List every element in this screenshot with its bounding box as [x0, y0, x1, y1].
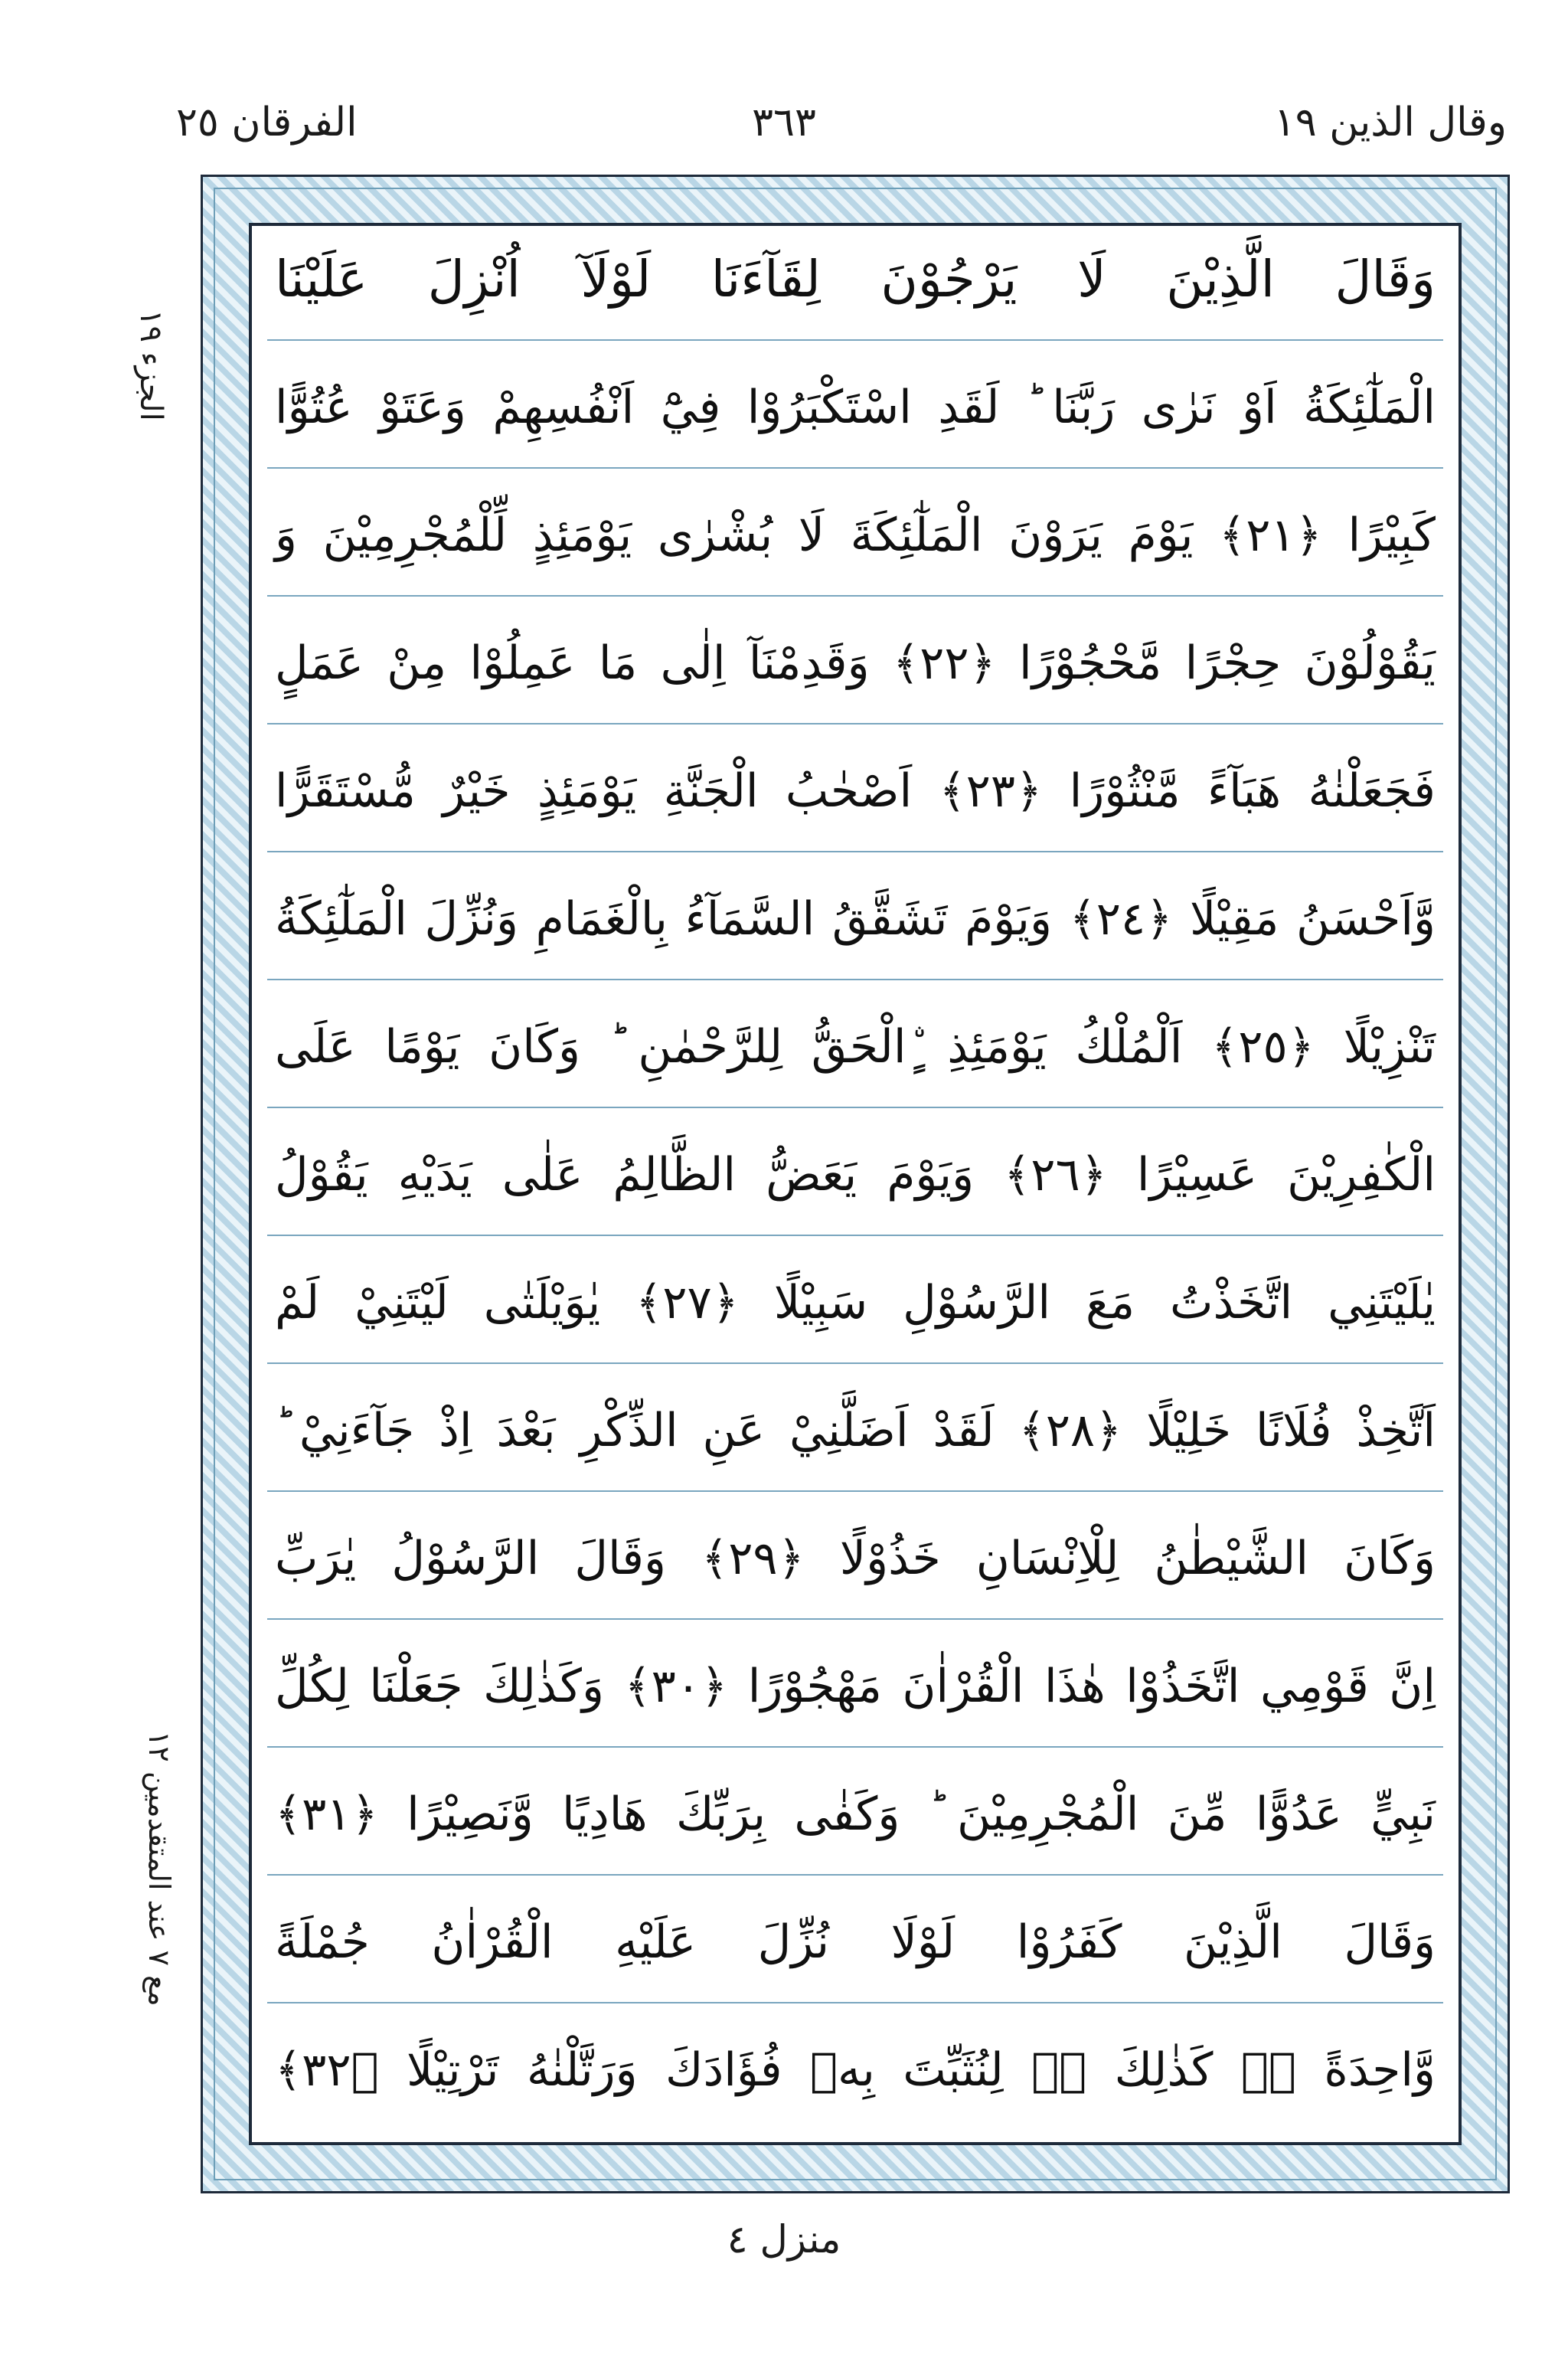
- ornamental-frame: [201, 175, 1510, 2193]
- verse-line-7: تَنْزِيْلًا ﴿٢٥﴾ اَلْمُلْكُ يَوْمَئِذِ ٍۨالْحَقُّ لِلرَّحْمٰنِ ؕ وَكَانَ يَوْمًا عَلَى: [267, 1001, 1443, 1108]
- verse-line-1: وَقَالَ الَّذِيْنَ لَا يَرْجُوْنَ لِقَآءَنَا لَوْلَآ اُنْزِلَ عَلَيْنَا: [267, 234, 1443, 341]
- verse-line-2: الْمَلٰٓئِكَةُ اَوْ نَرٰى رَبَّنَا ؕ لَقَدِ اسْتَكْبَرُوْا فِيْٓ اَنْفُسِهِمْ وَعَتَوْ عُتُوًّا: [267, 361, 1443, 469]
- verse-line-9: يٰلَيْتَنِي اتَّخَذْتُ مَعَ الرَّسُوْلِ سَبِيْلًا ﴿٢٧﴾ يٰوَيْلَتٰى لَيْتَنِيْ لَمْ: [267, 1257, 1443, 1364]
- verse-line-13: نَبِيٍّ عَدُوًّا مِّنَ الْمُجْرِمِيْنَ ؕ وَكَفٰى بِرَبِّكَ هَادِيًا وَّنَصِيْرًا ﴿٣١﴾: [267, 1768, 1443, 1876]
- verse-line-3: كَبِيْرًا ﴿٢١﴾ يَوْمَ يَرَوْنَ الْمَلٰٓئِكَةَ لَا بُشْرٰى يَوْمَئِذٍ لِّلْمُجْرِمِيْنَ وَ: [267, 489, 1443, 597]
- verse-line-4: يَقُوْلُوْنَ حِجْرًا مَّحْجُوْرًا ﴿٢٢﴾ وَقَدِمْنَآ اِلٰى مَا عَمِلُوْا مِنْ عَمَلٍ: [267, 617, 1443, 724]
- text-panel: [249, 223, 1462, 2145]
- verse-line-8: الْكٰفِرِيْنَ عَسِيْرًا ﴿٢٦﴾ وَيَوْمَ يَعَضُّ الظَّالِمُ عَلٰى يَدَيْهِ يَقُوْلُ: [267, 1129, 1443, 1236]
- juz-name: وقال الذين ١٩: [1273, 100, 1507, 146]
- verse-line-6: وَّاَحْسَنُ مَقِيْلًا ﴿٢٤﴾ وَيَوْمَ تَشَقَّقُ السَّمَآءُ بِالْغَمَامِ وَنُزِّلَ الْمَلٰٓئِكَةُ: [267, 873, 1443, 980]
- verse-line-10: اَتَّخِذْ فُلَانًا خَلِيْلًا ﴿٢٨﴾ لَقَدْ اَضَلَّنِيْ عَنِ الذِّكْرِ بَعْدَ اِذْ جَآءَنِيْ ؕ: [267, 1385, 1443, 1492]
- page-header: [0, 84, 1568, 176]
- surah-name: الفرقان ٢٥: [176, 100, 358, 146]
- verse-line-5: فَجَعَلْنٰهُ هَبَآءً مَّنْثُوْرًا ﴿٢٣﴾ اَصْحٰبُ الْجَنَّةِ يَوْمَئِذٍ خَيْرٌ مُّسْتَقَرًّا: [267, 745, 1443, 852]
- margin-juz-marker: الجزء ١٩: [133, 309, 168, 421]
- margin-ruku-marker: مع ٧ عند المتقدمين ١٢: [142, 1731, 176, 2007]
- verses-area: [267, 234, 1443, 2134]
- verse-line-15: وَّاحِدَةً ۛۚ كَذٰلِكَ ۛۚ لِنُثَبِّتَ بِهٖ فُؤَادَكَ وَرَتَّلْنٰهُ تَرْتِيْلًا ﴿٣٢﴾: [275, 2043, 1436, 2097]
- manzil-marker: منزل ٤: [727, 2217, 841, 2262]
- verse-line-14: وَقَالَ الَّذِيْنَ كَفَرُوْا لَوْلَا نُزِّلَ عَلَيْهِ الْقُرْاٰنُ جُمْلَةً: [267, 1896, 1443, 2003]
- verse-line-11: وَكَانَ الشَّيْطٰنُ لِلْاِنْسَانِ خَذُوْلًا ﴿٢٩﴾ وَقَالَ الرَّسُوْلُ يٰرَبِّ: [267, 1513, 1443, 1620]
- page-number: ٣٦٣: [752, 100, 816, 146]
- verse-line-12: اِنَّ قَوْمِي اتَّخَذُوْا هٰذَا الْقُرْاٰنَ مَهْجُوْرًا ﴿٣٠﴾ وَكَذٰلِكَ جَعَلْنَا لِكُلِّ: [267, 1640, 1443, 1748]
